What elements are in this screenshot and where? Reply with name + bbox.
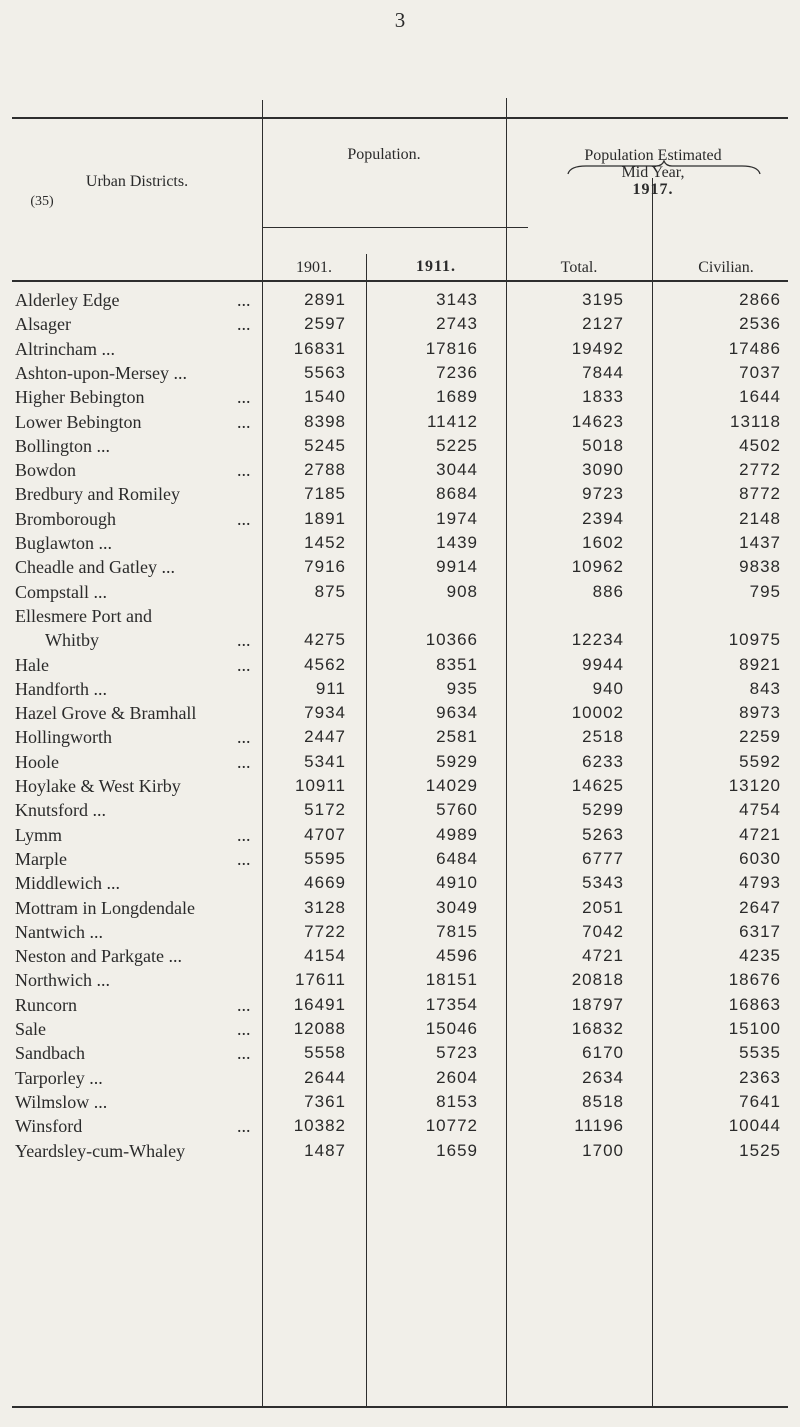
estimate-civilian: 2148 xyxy=(739,508,781,528)
district-name: Handforth ... xyxy=(15,678,107,699)
estimate-civilian: 8772 xyxy=(739,484,781,504)
table-row xyxy=(0,871,800,895)
district-name: Knutsford ... xyxy=(15,800,106,821)
estimate-total: 5263 xyxy=(582,824,624,844)
district-cell xyxy=(15,968,277,992)
population-1901: 7185 xyxy=(304,484,346,504)
leader-dots: ... xyxy=(237,824,251,845)
leader-dots: ... xyxy=(237,848,251,869)
table-row xyxy=(0,750,800,774)
district-cell xyxy=(15,871,277,895)
district-name: Lymm xyxy=(15,824,63,845)
population-1911: 8684 xyxy=(436,484,478,504)
table-row xyxy=(0,507,800,531)
estimate-civilian: 4754 xyxy=(739,800,781,820)
population-1901: 2788 xyxy=(304,460,346,480)
header-1901: 1901. xyxy=(296,259,332,276)
district-name: Altrincham ... xyxy=(15,338,115,359)
table-row xyxy=(0,774,800,798)
estimate-civilian: 843 xyxy=(749,678,781,698)
estimate-total: 5018 xyxy=(582,435,624,455)
population-1911: 18151 xyxy=(425,970,478,990)
district-name: Lower Bebington xyxy=(15,411,142,432)
table-row xyxy=(0,896,800,920)
estimate-total: 6170 xyxy=(582,1043,624,1063)
district-cell xyxy=(15,288,277,312)
district-cell xyxy=(15,993,277,1017)
district-name: Cheadle and Gatley ... xyxy=(15,557,175,578)
district-cell xyxy=(15,920,277,944)
district-cell xyxy=(15,1017,277,1041)
population-1901: 1487 xyxy=(304,1140,346,1160)
district-cell xyxy=(15,653,277,677)
estimate-total: 16832 xyxy=(571,1019,624,1038)
estimate-civilian: 10044 xyxy=(728,1116,781,1136)
district-cell xyxy=(15,434,277,458)
district-name: Mottram in Longdendale xyxy=(15,897,195,918)
district-name: Runcorn xyxy=(15,994,77,1015)
table-row xyxy=(0,580,800,604)
estimate-civilian: 7037 xyxy=(739,362,781,382)
district-cell xyxy=(15,361,277,385)
population-1901: 7361 xyxy=(304,1091,346,1111)
estimate-civilian: 13120 xyxy=(728,776,781,795)
district-name: Alsager xyxy=(15,314,71,335)
table-row xyxy=(0,725,800,749)
population-1911: 5929 xyxy=(436,751,478,771)
population-1901: 7916 xyxy=(304,557,346,577)
population-1911: 15046 xyxy=(425,1019,478,1038)
estimate-total: 20818 xyxy=(571,970,624,990)
estimate-total: 7042 xyxy=(582,921,624,941)
table-row xyxy=(0,555,800,579)
estimate-total: 886 xyxy=(592,581,624,601)
population-1901: 7934 xyxy=(304,703,346,723)
estimate-civilian: 4793 xyxy=(739,873,781,893)
district-name: Middlewich ... xyxy=(15,873,120,894)
estimate-total: 14623 xyxy=(571,411,624,431)
population-1901: 5341 xyxy=(304,751,346,771)
leader-dots: ... xyxy=(237,751,251,772)
table-top-rule xyxy=(12,117,788,119)
district-name: Marple xyxy=(15,848,67,869)
header-estimated-line1: Population Estimated xyxy=(584,147,722,164)
estimate-civilian: 4721 xyxy=(739,824,781,844)
header-estimated-line2: Mid Year, xyxy=(621,164,685,181)
table-row xyxy=(0,434,800,458)
estimate-civilian: 5592 xyxy=(739,751,781,771)
population-1911: 1659 xyxy=(436,1140,478,1160)
district-cell xyxy=(15,312,277,336)
population-1911: 5225 xyxy=(436,435,478,455)
estimate-civilian: 6317 xyxy=(739,921,781,941)
population-1901: 2447 xyxy=(304,727,346,747)
population-1901: 7722 xyxy=(304,921,346,941)
estimate-total: 9723 xyxy=(582,484,624,504)
estimate-total: 11196 xyxy=(574,1116,624,1136)
estimate-civilian: 4502 xyxy=(739,435,781,455)
district-name: Tarporley ... xyxy=(15,1067,103,1088)
table-bottom-rule xyxy=(12,1406,788,1408)
estimate-total: 1602 xyxy=(582,533,624,552)
population-1901: 10382 xyxy=(293,1116,346,1136)
leader-dots: ... xyxy=(237,1116,251,1137)
district-name: Higher Bebington xyxy=(15,387,145,408)
district-cell xyxy=(15,701,277,725)
district-cell xyxy=(15,774,277,798)
district-cell xyxy=(15,1041,277,1065)
district-cell xyxy=(15,725,277,749)
population-1901: 10911 xyxy=(294,776,346,795)
district-name: Buglawton ... xyxy=(15,533,112,553)
population-1901: 16831 xyxy=(293,338,346,358)
estimate-civilian: 7641 xyxy=(739,1091,781,1111)
district-cell xyxy=(15,458,277,482)
table-row xyxy=(0,531,800,555)
header-brace xyxy=(566,161,762,175)
population-1911: 9914 xyxy=(436,557,478,577)
district-cell xyxy=(15,337,277,361)
header-subrule-population xyxy=(262,227,528,228)
district-name: Alderley Edge xyxy=(15,290,120,310)
population-1911: 2604 xyxy=(436,1067,478,1087)
estimate-civilian: 1437 xyxy=(739,533,781,552)
population-1911: 1974 xyxy=(436,508,478,528)
district-cell xyxy=(15,798,277,822)
population-1901: 4154 xyxy=(304,946,346,966)
estimate-total: 12234 xyxy=(571,629,624,649)
population-1901: 875 xyxy=(314,581,346,601)
table-row xyxy=(0,798,800,822)
estimate-civilian: 10975 xyxy=(728,629,781,649)
table-row xyxy=(0,944,800,968)
estimate-civilian: 8921 xyxy=(739,654,781,674)
table-row xyxy=(0,677,800,701)
district-cell xyxy=(15,1066,277,1090)
district-name: Bowdon xyxy=(15,460,77,481)
population-1911: 1689 xyxy=(436,387,478,407)
estimate-total: 3195 xyxy=(582,290,624,309)
estimate-total: 2127 xyxy=(582,314,624,334)
district-name: Winsford xyxy=(15,1116,83,1137)
district-name: Sandbach xyxy=(15,1043,85,1064)
estimate-civilian: 2536 xyxy=(739,314,781,334)
district-name: Compstall ... xyxy=(15,581,108,602)
population-1911: 14029 xyxy=(425,776,478,795)
leader-dots: ... xyxy=(237,387,251,408)
district-cell xyxy=(15,482,277,506)
population-1911: 3049 xyxy=(436,897,478,917)
estimate-civilian: 2647 xyxy=(739,897,781,917)
district-name: Nantwich ... xyxy=(15,921,103,942)
estimate-civilian: 4235 xyxy=(739,946,781,966)
population-1911: 2743 xyxy=(436,314,478,334)
population-1901: 16491 xyxy=(293,994,346,1014)
district-name: Bromborough xyxy=(15,508,116,529)
population-1911: 3044 xyxy=(436,460,478,480)
table-row xyxy=(0,701,800,725)
district-name: Northwich ... xyxy=(15,970,110,991)
leader-dots: ... xyxy=(237,411,251,432)
estimate-total: 2634 xyxy=(582,1067,624,1087)
population-1911: 4596 xyxy=(436,946,478,966)
population-1911: 6484 xyxy=(436,848,478,868)
district-name-continued xyxy=(45,628,251,652)
population-1901: 12088 xyxy=(293,1019,346,1038)
district-name-line2: Whitby xyxy=(45,629,99,650)
population-1911: 9634 xyxy=(436,703,478,723)
estimate-total: 1700 xyxy=(582,1140,624,1160)
population-1911: 908 xyxy=(446,581,478,601)
estimate-total: 8518 xyxy=(582,1091,624,1111)
estimate-civilian: 2363 xyxy=(739,1067,781,1087)
population-1901: 5595 xyxy=(304,848,346,868)
population-1911: 10366 xyxy=(425,629,478,649)
population-1901: 3128 xyxy=(304,897,346,917)
district-cell xyxy=(15,580,277,604)
leader-dots: ... xyxy=(237,460,251,481)
table-row xyxy=(0,847,800,871)
header-population-group: Population. xyxy=(347,146,421,163)
estimate-civilian: 9838 xyxy=(739,557,781,577)
population-1911: 7236 xyxy=(436,362,478,382)
table-row xyxy=(0,361,800,385)
population-1901: 4275 xyxy=(304,629,346,649)
population-1911: 8351 xyxy=(436,654,478,674)
population-1901: 4669 xyxy=(304,873,346,893)
header-1911: 1911. xyxy=(415,258,457,275)
estimate-total: 2394 xyxy=(582,508,624,528)
population-1911: 5760 xyxy=(436,800,478,820)
district-name: Ashton-upon-Mersey ... xyxy=(15,362,187,383)
page-number: 3 xyxy=(394,8,406,32)
population-1911: 17354 xyxy=(425,994,478,1014)
estimate-civilian: 2772 xyxy=(739,460,781,480)
table-row xyxy=(0,823,800,847)
district-name: Ellesmere Port and xyxy=(15,605,152,626)
table-row xyxy=(0,653,800,677)
population-1911: 4989 xyxy=(436,824,478,844)
population-1911: 11412 xyxy=(426,411,478,431)
population-1911: 5723 xyxy=(436,1043,478,1063)
table-row xyxy=(0,1114,800,1138)
estimate-civilian: 795 xyxy=(749,581,781,601)
estimate-total: 6777 xyxy=(582,848,624,868)
header-estimated-line3: 1917. xyxy=(632,181,674,198)
table-row xyxy=(0,482,800,506)
population-1901: 2891 xyxy=(304,290,346,309)
estimate-civilian: 6030 xyxy=(739,848,781,868)
estimate-civilian: 5535 xyxy=(739,1043,781,1063)
leader-dots: ... xyxy=(237,1019,251,1039)
estimate-total: 9944 xyxy=(582,654,624,674)
estimate-total: 3090 xyxy=(582,460,624,480)
estimate-total: 6233 xyxy=(582,751,624,771)
district-name: Hoole xyxy=(15,751,59,772)
population-1901: 1540 xyxy=(304,387,346,407)
table-row xyxy=(0,410,800,434)
table-row xyxy=(0,1066,800,1090)
district-name: Sale xyxy=(15,1019,46,1039)
district-name: Hazel Grove & Bramhall xyxy=(15,703,197,724)
district-cell xyxy=(15,823,277,847)
estimate-civilian: 15100 xyxy=(728,1019,781,1038)
leader-dots: ... xyxy=(237,290,251,310)
district-cell xyxy=(15,385,277,409)
header-district-label: Urban Districts. xyxy=(85,173,189,190)
estimate-total: 10002 xyxy=(571,703,624,723)
table-row xyxy=(0,288,800,312)
table-row xyxy=(0,1139,800,1163)
table-row xyxy=(0,1090,800,1114)
population-1901: 5172 xyxy=(304,800,346,820)
population-1901: 2644 xyxy=(304,1067,346,1087)
estimate-civilian: 2866 xyxy=(739,290,781,309)
table-row xyxy=(0,1017,800,1041)
district-cell xyxy=(15,555,277,579)
population-1911: 17816 xyxy=(425,338,478,358)
table-row xyxy=(0,968,800,992)
table-row xyxy=(0,993,800,1017)
estimate-civilian: 1525 xyxy=(739,1140,781,1160)
population-1901: 5558 xyxy=(304,1043,346,1063)
estimate-civilian: 13118 xyxy=(729,411,781,431)
estimate-total: 5343 xyxy=(582,873,624,893)
table-row xyxy=(0,312,800,336)
district-cell xyxy=(15,896,277,920)
table-row xyxy=(0,385,800,409)
estimate-total: 19492 xyxy=(571,338,624,358)
population-1901: 1891 xyxy=(304,508,346,528)
population-1901: 1452 xyxy=(304,533,346,552)
district-cell xyxy=(15,531,277,555)
district-cell xyxy=(15,1139,277,1163)
estimate-civilian: 16863 xyxy=(728,994,781,1014)
estimate-total: 1833 xyxy=(582,387,624,407)
district-cell xyxy=(15,507,277,531)
population-1901: 5245 xyxy=(304,435,346,455)
population-1901: 8398 xyxy=(304,411,346,431)
estimate-total: 940 xyxy=(592,678,624,698)
district-name: Hoylake & West Kirby xyxy=(15,776,181,796)
district-cell xyxy=(15,677,277,701)
district-cell xyxy=(15,944,277,968)
leader-dots: ... xyxy=(237,1043,251,1064)
estimate-civilian: 8973 xyxy=(739,703,781,723)
population-1911: 8153 xyxy=(436,1091,478,1111)
table-row xyxy=(0,337,800,361)
population-1911: 2581 xyxy=(436,727,478,747)
population-1901: 911 xyxy=(315,678,346,698)
district-cell xyxy=(15,1090,277,1114)
estimate-total: 14625 xyxy=(571,776,624,795)
leader-dots: ... xyxy=(237,994,251,1015)
estimate-civilian: 18676 xyxy=(728,970,781,990)
estimate-civilian: 17486 xyxy=(728,338,781,358)
estimate-total: 5299 xyxy=(582,800,624,820)
header-civilian: Civilian. xyxy=(698,259,754,276)
leader-dots: ... xyxy=(237,629,251,650)
estimate-civilian: 1644 xyxy=(739,387,781,407)
district-cell xyxy=(15,847,277,871)
header-total: Total. xyxy=(560,259,598,276)
district-name: Hale xyxy=(15,654,49,675)
leader-dots: ... xyxy=(237,727,251,748)
leader-dots: ... xyxy=(237,508,251,529)
population-1901: 4707 xyxy=(304,824,346,844)
district-name: Bredbury and Romiley xyxy=(15,484,180,505)
population-1901: 17611 xyxy=(294,970,346,990)
population-1911: 3143 xyxy=(436,290,478,309)
estimate-total: 18797 xyxy=(571,994,624,1014)
district-cell xyxy=(15,1114,277,1138)
estimate-total: 2051 xyxy=(582,897,624,917)
population-1911: 1439 xyxy=(436,533,478,552)
table-row xyxy=(0,920,800,944)
estimate-civilian: 2259 xyxy=(739,727,781,747)
header-district-count: (35) xyxy=(30,194,54,209)
leader-dots: ... xyxy=(237,654,251,675)
population-1911: 7815 xyxy=(436,921,478,941)
district-name: Yeardsley-cum-Whaley xyxy=(15,1140,186,1161)
district-name: Hollingworth xyxy=(15,727,112,748)
estimate-total: 2518 xyxy=(582,727,624,747)
estimate-total: 10962 xyxy=(571,557,624,577)
population-1911: 935 xyxy=(446,678,478,698)
district-name: Neston and Parkgate ... xyxy=(15,946,182,967)
district-cell xyxy=(15,410,277,434)
leader-dots: ... xyxy=(237,314,251,335)
population-1911: 4910 xyxy=(436,873,478,893)
table-row xyxy=(0,458,800,482)
header-district xyxy=(12,173,262,190)
district-name: Bollington ... xyxy=(15,435,111,456)
estimate-total: 7844 xyxy=(582,362,624,382)
population-1901: 4562 xyxy=(304,654,346,674)
estimate-total: 4721 xyxy=(582,946,624,966)
population-1901: 2597 xyxy=(304,314,346,334)
population-1901: 5563 xyxy=(304,362,346,382)
district-name: Wilmslow ... xyxy=(15,1091,108,1112)
population-1911: 10772 xyxy=(425,1116,478,1136)
district-cell xyxy=(15,750,277,774)
table-row xyxy=(0,604,800,652)
table-row xyxy=(0,1041,800,1065)
header-bottom-rule xyxy=(12,280,788,282)
